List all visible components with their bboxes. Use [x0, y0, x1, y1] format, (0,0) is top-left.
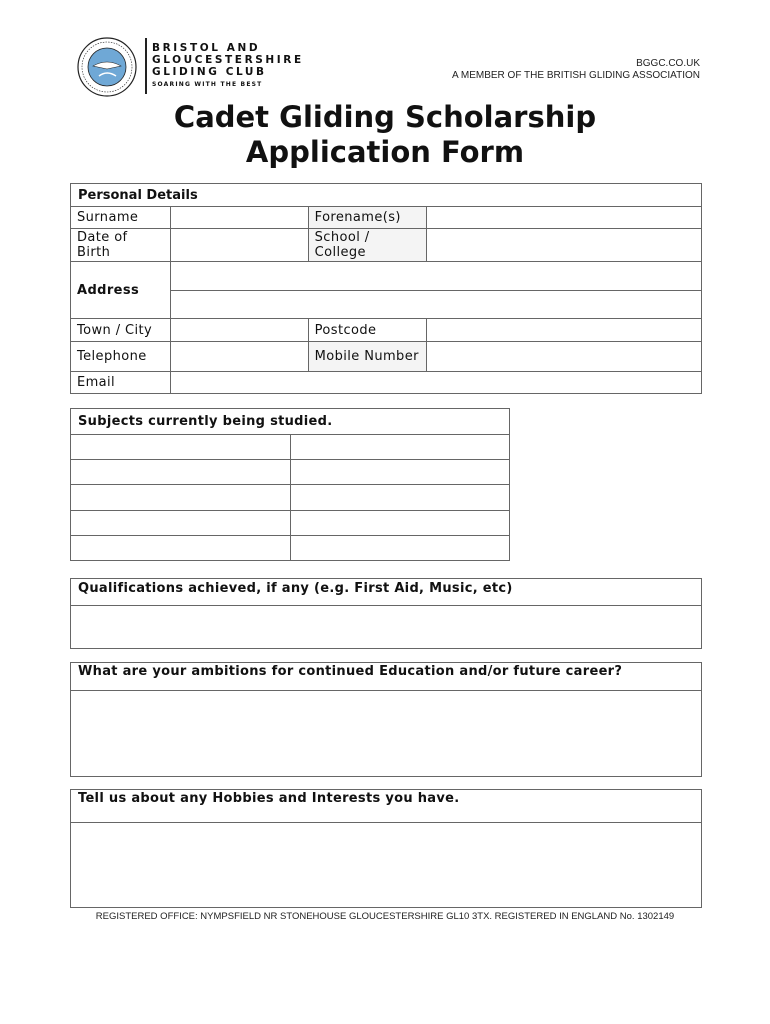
telephone-field[interactable] [170, 342, 308, 372]
subjects-heading: Subjects currently being studied. [71, 409, 510, 435]
personal-details-heading: Personal Details [71, 184, 702, 207]
mobile-label: Mobile Number [308, 342, 426, 372]
subject-field[interactable] [71, 485, 291, 511]
postcode-label: Postcode [308, 319, 426, 342]
qualifications-heading: Qualifications achieved, if any (e.g. First Aid, Music, etc) [71, 579, 701, 606]
school-field[interactable] [426, 229, 701, 262]
subject-field[interactable] [71, 435, 291, 460]
forenames-field[interactable] [426, 207, 701, 229]
page-title [0, 100, 770, 170]
subject-field[interactable] [290, 485, 510, 511]
address-field-line-1[interactable] [170, 262, 701, 291]
surname-field[interactable] [170, 207, 308, 229]
subject-field[interactable] [71, 511, 291, 536]
postcode-field[interactable] [426, 319, 701, 342]
telephone-label: Telephone [71, 342, 171, 372]
subject-field[interactable] [290, 511, 510, 536]
address-field-line-2[interactable] [170, 291, 701, 319]
subject-field[interactable] [290, 536, 510, 561]
town-label: Town / City [71, 319, 171, 342]
title-line-2: Application Form [245, 135, 525, 169]
school-label: School / College [308, 229, 426, 262]
dob-label: Date of Birth [71, 229, 171, 262]
hobbies-field[interactable] [71, 823, 701, 907]
personal-details-table [70, 183, 702, 394]
club-tagline: SOARING WITH THE BEST [152, 81, 263, 88]
ambitions-heading: What are your ambitions for continued Education and/or future career? [71, 663, 701, 691]
mobile-field[interactable] [426, 342, 701, 372]
club-name-line-2: GLOUCESTERSHIRE [152, 54, 304, 66]
title-line-1: Cadet Gliding Scholarship [173, 100, 597, 134]
qualifications-section [70, 578, 702, 649]
subject-field[interactable] [71, 536, 291, 561]
logo-divider [145, 38, 147, 94]
email-field[interactable] [170, 372, 701, 394]
forenames-label: Forename(s) [308, 207, 426, 229]
club-name-line-1: BRISTOL AND [152, 42, 261, 54]
email-label: Email [71, 372, 171, 394]
qualifications-field[interactable] [71, 606, 701, 648]
hobbies-heading: Tell us about any Hobbies and Interests you have. [71, 790, 701, 823]
club-name-line-3: GLIDING CLUB [152, 66, 267, 78]
membership-text: A MEMBER OF THE BRITISH GLIDING ASSOCIATION [451, 70, 700, 81]
town-field[interactable] [170, 319, 308, 342]
subjects-table [70, 408, 510, 561]
website-link[interactable]: BGGC.CO.UK [636, 58, 700, 69]
ambitions-field[interactable] [71, 691, 701, 776]
address-label: Address [71, 262, 171, 319]
subject-field[interactable] [290, 435, 510, 460]
hobbies-section [70, 789, 702, 908]
dob-field[interactable] [170, 229, 308, 262]
surname-label: Surname [71, 207, 171, 229]
registered-office-footer: REGISTERED OFFICE: NYMPSFIELD NR STONEHOUSE GLOUCESTERSHIRE GL10 3TX. REGISTERED IN ENGLAND No. 1302149 [95, 911, 675, 922]
ambitions-section [70, 662, 702, 777]
subject-field[interactable] [290, 460, 510, 485]
club-logo-seal [72, 36, 142, 98]
subject-field[interactable] [71, 460, 291, 485]
